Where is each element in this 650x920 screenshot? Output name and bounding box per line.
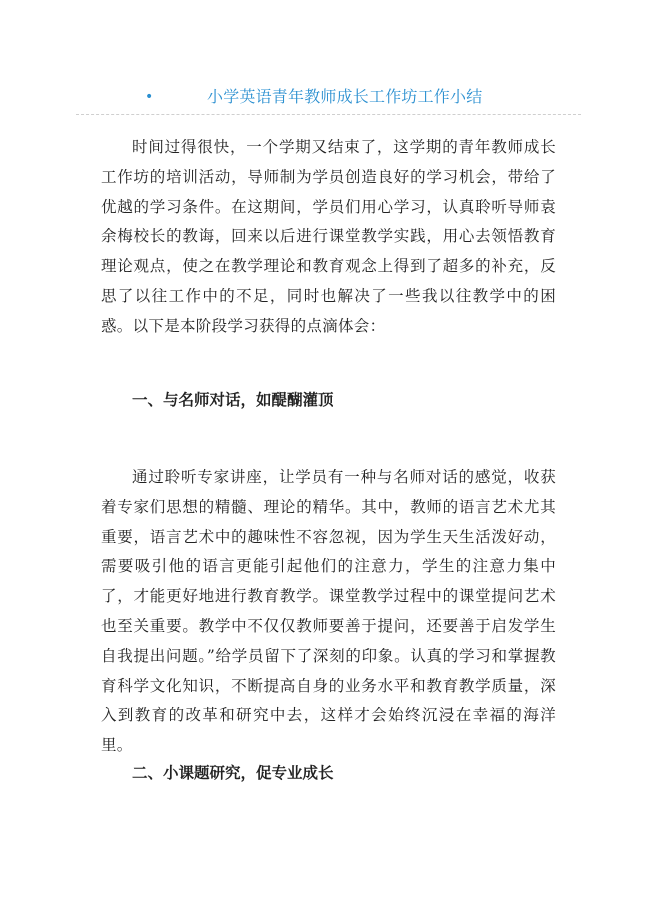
section-1-paragraph: 通过聆听专家讲座，让学员有一种与名师对话的感觉，收获着专家们思想的精髓、理论的精华。其中，教师的语言艺术尤其重要，语言艺术中的趣味性不容忽视，因为学生天生活泼好动，需要吸引他的语言更能引起他们的注意力，学生的注意力集中了，才能更好地进行教育教学。课堂教学过程中的课堂提问艺术也至关重要。教学中不仅仅教师要善于提问，还要善于启发学生自我提出问题。”给学员留下了深刻的印象。认真的学习和掌握教育科学文化知识，不断提高自身的业务水平和教育教学质量，深入到教育的改革和研究中去，这样才会始终沉浸在幸福的海洋里。 xyxy=(101,468,556,755)
title-row xyxy=(76,84,581,110)
intro-paragraph: 时间过得很快，一个学期又结束了，这学期的青年教师成长工作坊的培训活动，导师制为学员创造良好的学习机会，带给了优越的学习条件。在这期间，学员们用心学习，认真聆听导师袁余梅校长的教诲，回来以后进行课堂教学实践，用心去领悟教育理论观点，使之在教学理论和教育观念上得到了超多的补充，反思了以往工作中的不足，同时也解决了一些我以往教学中的困惑。以下是本阶段学习获得的点滴体会： xyxy=(101,138,556,335)
page-title: 小学英语青年教师成长工作坊工作小结 xyxy=(207,87,483,106)
title-divider xyxy=(76,114,581,115)
section-heading-1: 一、与名师对话，如醍醐灌顶 xyxy=(132,391,334,409)
title-bullet: • xyxy=(145,89,154,105)
section-heading-2: 二、小课题研究，促专业成长 xyxy=(132,764,334,782)
